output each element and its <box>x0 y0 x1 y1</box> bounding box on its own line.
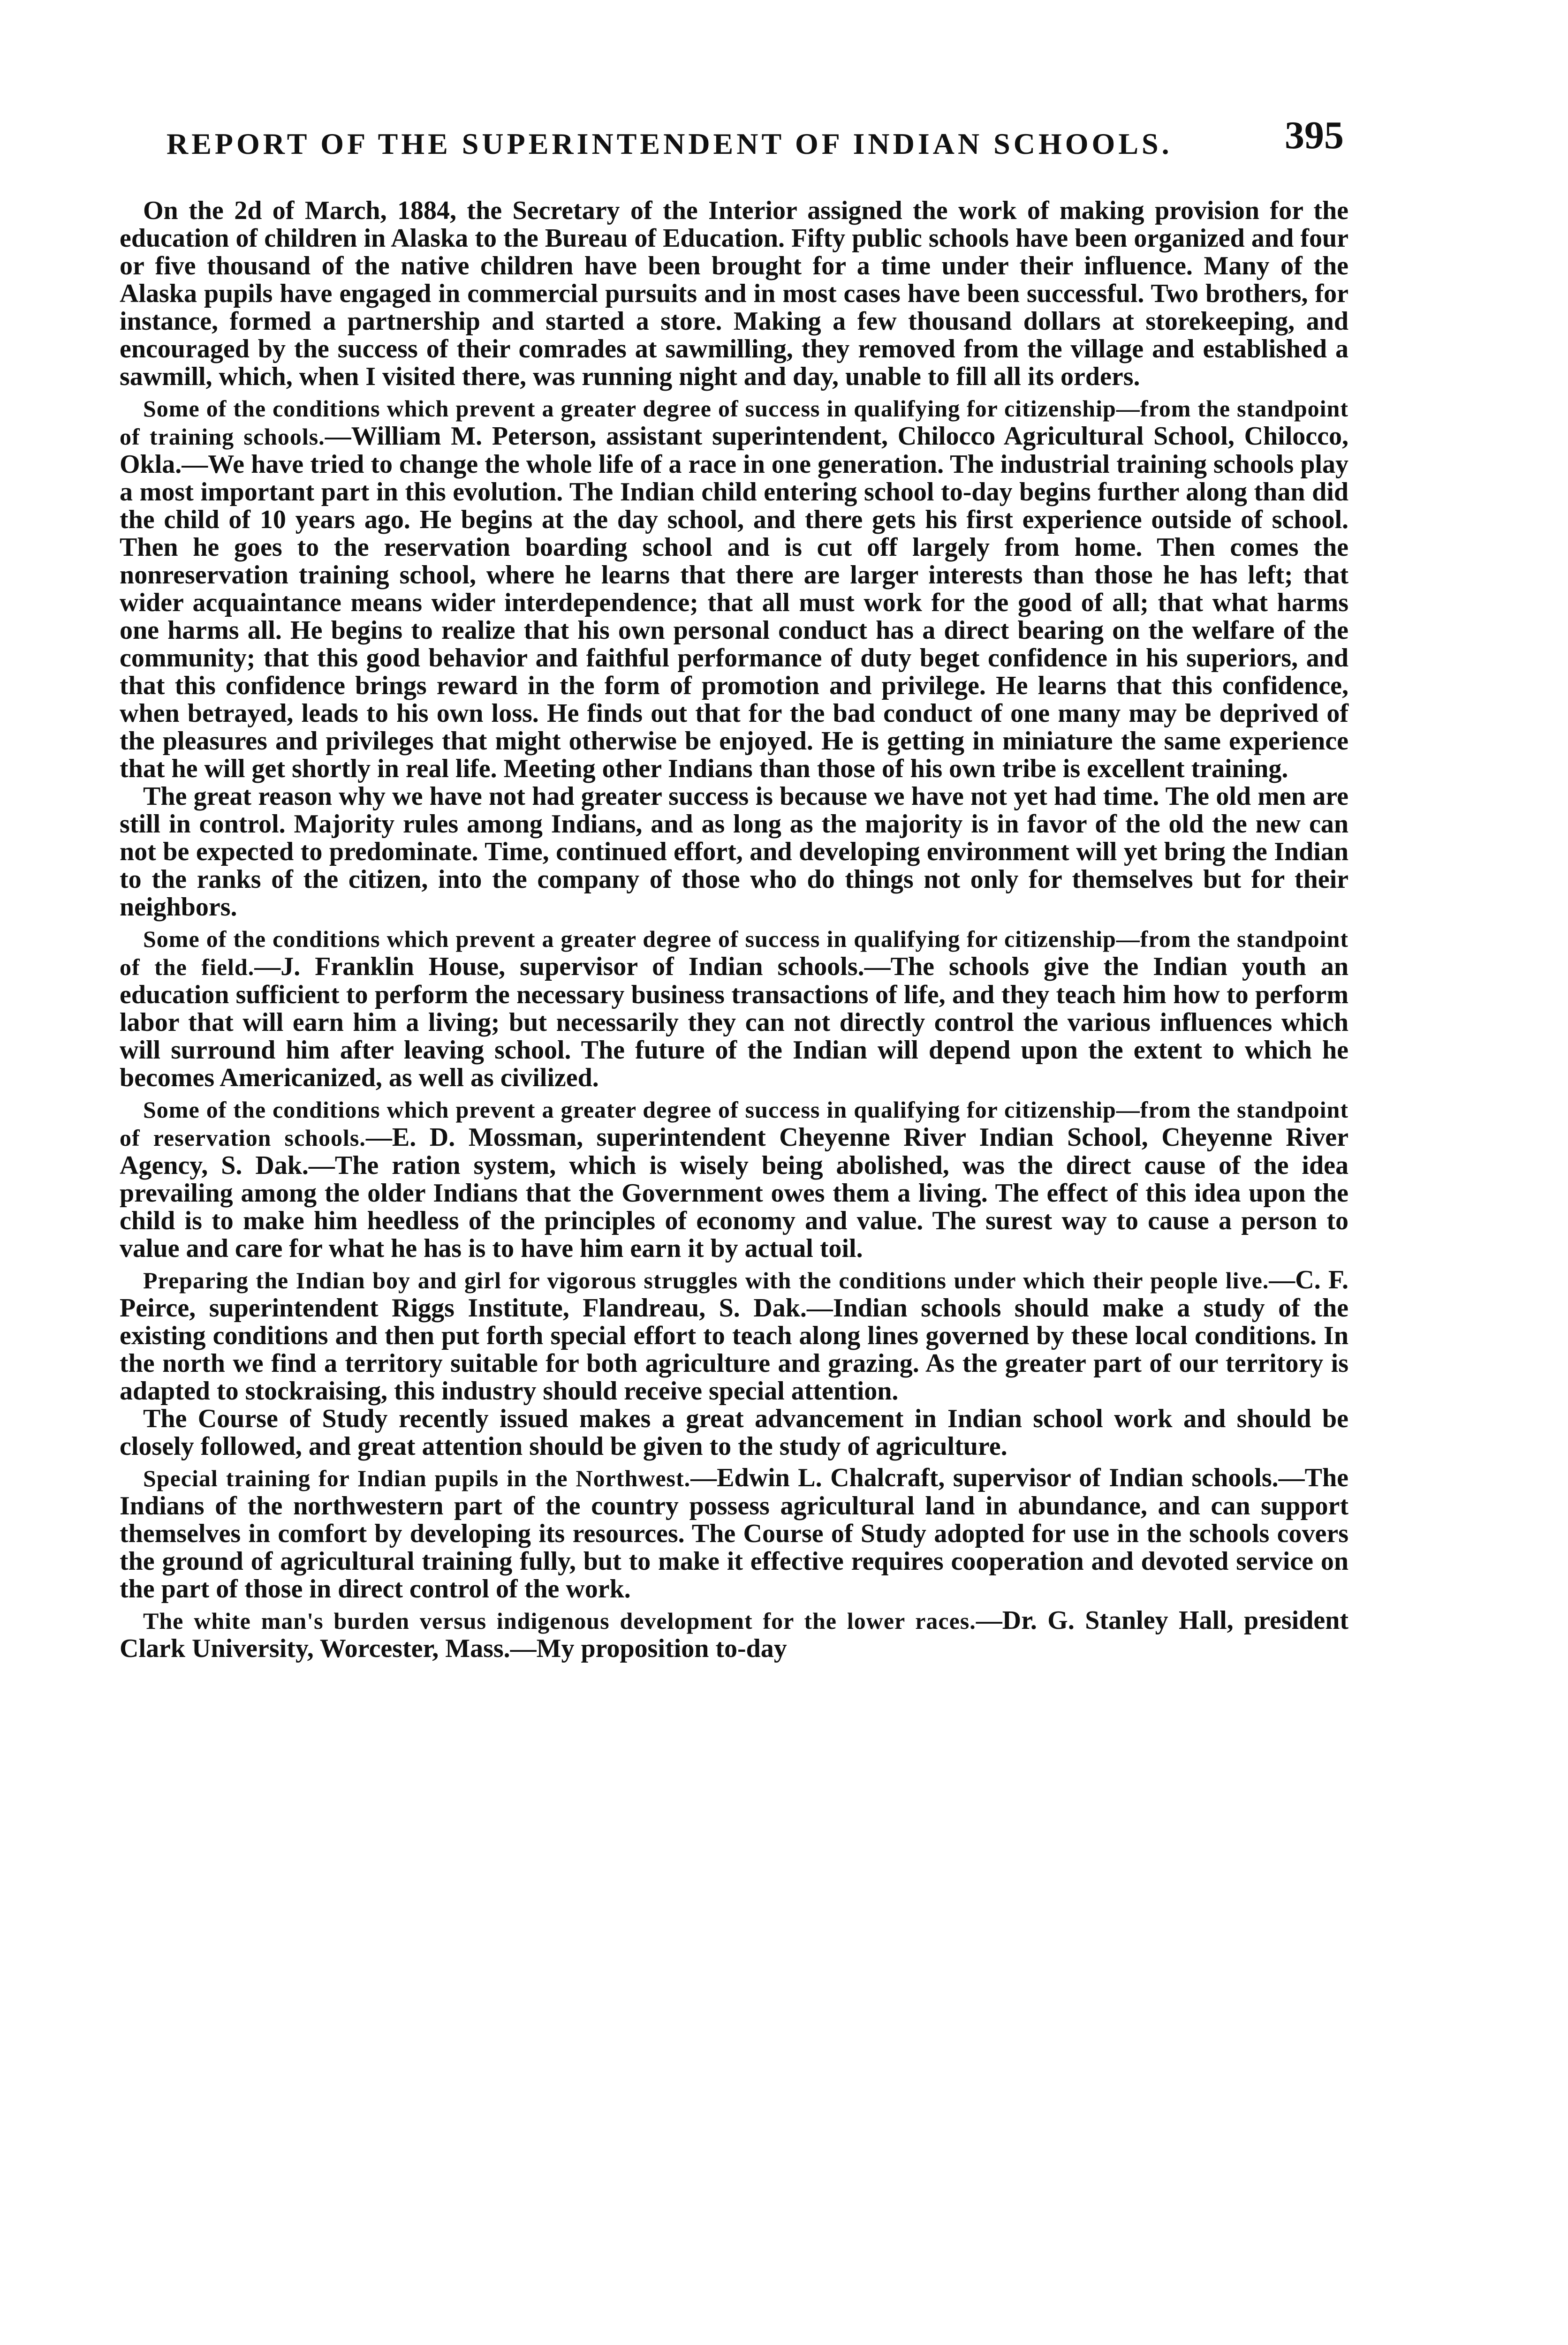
body-text <box>120 197 1348 1663</box>
section-text: —William M. Peterson, assistant superintendent, Chilocco Agricultural School, Chilocco, Okla.—We have tried to change the whole life of a race in one generation. The industrial training schools play a most important part in this evolution. The Indian child entering school to-day begins further along than did the child of 10 years ago. He begins at the day school, and there gets his first experience outside of school. Then he goes to the reservation boarding school and is cut off largely from home. Then comes the nonreservation training school, where he learns that there are larger interests than those he has left; that wider acquaintance means wider interdependence; that all must work for the good of all; that what harms one harms all. He begins to realize that his own personal conduct has a direct bearing on the welfare of the community; that this good behavior and faithful performance of duty beget confidence in his superiors, and that this confidence brings reward in the form of promotion and privilege. He learns that this confidence, when betrayed, leads to his own loss. He finds out that for the bad conduct of one many may be deprived of the pleasures and privileges that might otherwise be enjoyed. He is getting in miniature the same experience that he will get shortly in real life. Meeting other Indians than those of his own tribe is excellent training. <box>120 422 1348 783</box>
section-reservation-schools <box>120 1096 1348 1263</box>
section-text: —Dr. G. Stanley Hall, president Clark University, Worcester, Mass.—My proposition to-day <box>120 1606 1349 1663</box>
section-heading: The white man's burden versus indigenous development for the lower races. <box>143 1608 976 1634</box>
running-title: REPORT OF THE SUPERINTENDENT OF INDIAN SCHOOLS. <box>167 127 1173 160</box>
section-text: —Edwin L. Chalcraft, supervisor of Indian schools.—The Indians of the northwestern part of the country possess agricultural land in abundance, and can support themselves in comfort by developing its resources. The Course of Study adopted for use in the schools covers the ground of agricultural training fully, but to make it effective requires cooperation and devoted service on the part of those in direct control of the work. <box>120 1463 1349 1604</box>
section-preparing <box>120 1266 1348 1405</box>
section-field <box>120 925 1348 1092</box>
section-heading: Some of the conditions which prevent a greater degree of success in qualifying for citizenship—from the standpoint of training schools. <box>120 395 1348 450</box>
section-white-mans-burden <box>120 1607 1348 1663</box>
section-text: —E. D. Mossman, superintendent Cheyenne River Indian School, Cheyenne River Agency, S. Dak.—The ration system, which is wisely being abolished, was the direct cause of the idea prevailing among the older Indians that the Government owes them a living. The effect of this idea upon the child is to make him heedless of the principles of economy and value. The surest way to cause a person to value and care for what he has is to have him earn it by actual toil. <box>120 1123 1348 1263</box>
section-heading: Special training for Indian pupils in the Northwest. <box>143 1465 691 1491</box>
section-text: —C. F. Peirce, superintendent Riggs Institute, Flandreau, S. Dak.—Indian schools should make a study of the existing conditions and then put forth special effort to teach along lines governed by these local conditions. In the north we find a territory suitable for both agriculture and grazing. As the greater part of our territory is adapted to stockraising, this industry should receive special attention. <box>120 1265 1349 1406</box>
paragraph-alaska: On the 2d of March, 1884, the Secretary of the Interior assigned the work of making provision for the education of children in Alaska to the Bureau of Education. Fifty public schools have been organized and four or five thousand of the native children have been brought for a time under their influence. Many of the Alaska pupils have engaged in commercial pursuits and in most cases have been successful. Two brothers, for instance, formed a partnership and started a store. Making a few thousand dollars at storekeeping, and encouraged by the success of their comrades at sawmilling, they removed from the village and established a sawmill, which, when I visited there, was running night and day, unable to fill all its orders. <box>120 196 1348 391</box>
section-training-schools <box>120 394 1348 783</box>
paragraph-great-reason: The great reason why we have not had greater success is because we have not yet had time. The old men are still in control. Majority rules among Indians, and as long as the majority is in favor of the old the new can not be expected to predominate. Time, continued effort, and developing environment will yet bring the Indian to the ranks of the citizen, into the company of those who do things not only for themselves but for their neighbors. <box>120 782 1348 922</box>
section-northwest <box>120 1464 1348 1603</box>
section-text: —J. Franklin House, supervisor of Indian schools.—The schools give the Indian youth an education sufficient to perform the necessary business transactions of life, and they teach him how to perform labor that will earn him a living; but necessarily they can not directly control the various influences which will surround him after leaving school. The future of the Indian will depend upon the extent to which he becomes Americanized, as well as civilized. <box>120 952 1349 1092</box>
section-heading: Preparing the Indian boy and girl for vigorous struggles with the conditions under which their people live. <box>143 1267 1269 1294</box>
paragraph-course-of-study: The Course of Study recently issued makes a great advancement in Indian school work and should be closely followed, and great attention should be given to the study of agriculture. <box>120 1404 1348 1461</box>
page-header <box>143 113 1353 169</box>
section-heading: Some of the conditions which prevent a greater degree of success in qualifying for citizenship—from the standpoint of the field. <box>120 926 1348 980</box>
section-heading: Some of the conditions which prevent a greater degree of success in qualifying for citizenship—from the standpoint of reservation schools. <box>120 1097 1348 1151</box>
page-number: 395 <box>1285 113 1344 157</box>
